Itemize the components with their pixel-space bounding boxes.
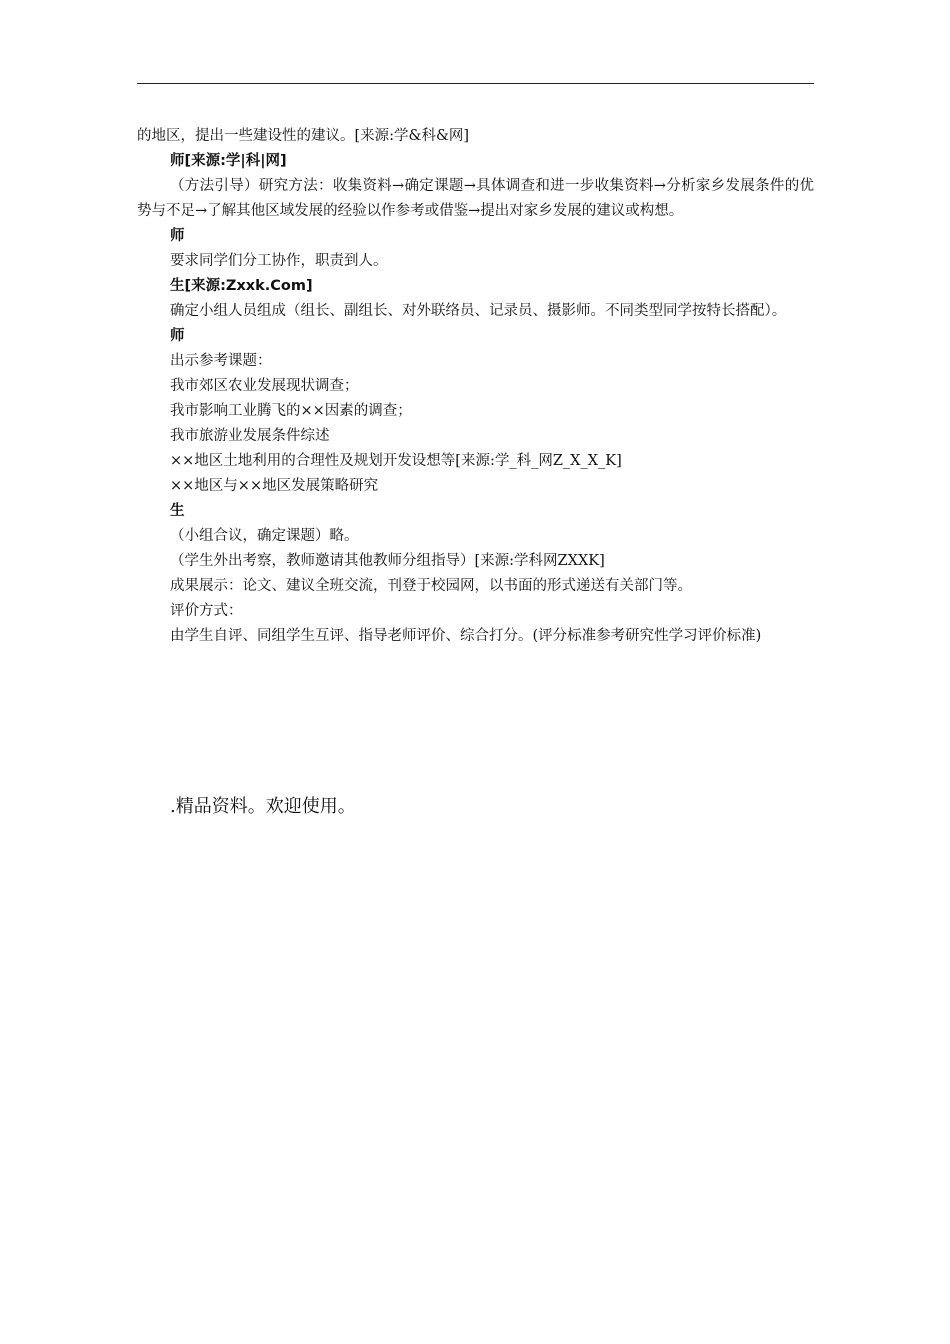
speaker-teacher-heading: 师[来源:学|科|网] [170,153,287,169]
paragraph-reference-topics-intro: 出示参考课题： [170,353,272,369]
topic-item: ××地区土地利用的合理性及规划开发设想等[来源:学_科_网Z_X_X_K] [170,453,622,469]
paragraph-continuation: 的地区，提出一些建设性的建议。[来源:学&科&网] [137,128,470,144]
header-rule [137,83,814,84]
topic-item: ××地区与××地区发展策略研究 [170,478,379,494]
paragraph-evaluation-heading: 评价方式： [170,603,243,619]
paragraph-field-investigation: （学生外出考察，教师邀请其他教师分组指导）[来源:学科网ZXXK] [170,553,605,569]
speaker-student-heading: 生[来源:Zxxk.Com] [170,278,313,294]
speaker-student-heading: 生 [170,503,185,519]
topic-item: 我市郊区农业发展现状调查； [170,378,359,394]
footer-note: .精品资料。欢迎使用。 [170,796,356,817]
topic-item: 我市旅游业发展条件综述 [170,428,330,444]
paragraph-division-of-labor: 要求同学们分工协作，职责到人。 [170,253,388,269]
speaker-teacher-heading: 师 [170,228,185,244]
paragraph-method-guide: （方法引导）研究方法：收集资料→确定课题→具体调查和进一步收集资料→分析家乡发展条件的优势与不足→了解其他区域发展的经验以作参考或借鉴→提出对家乡发展的建议或构想。 [137,178,814,219]
paragraph-results-display: 成果展示：论文、建议全班交流，刊登于校园网，以书面的形式递送有关部门等。 [170,578,692,594]
speaker-teacher-heading: 师 [170,328,185,344]
paragraph-group-members: 确定小组人员组成（组长、副组长、对外联络员、记录员、摄影师。不同类型同学按特长搭配）。 [170,303,787,319]
document-body [137,124,814,649]
paragraph-evaluation-method: 由学生自评、同组学生互评、指导老师评价、综合打分。(评分标准参考研究性学习评价标准) [170,628,762,644]
paragraph-group-discussion: （小组合议，确定课题）略。 [170,528,359,544]
topic-item: 我市影响工业腾飞的××因素的调查； [170,403,412,419]
